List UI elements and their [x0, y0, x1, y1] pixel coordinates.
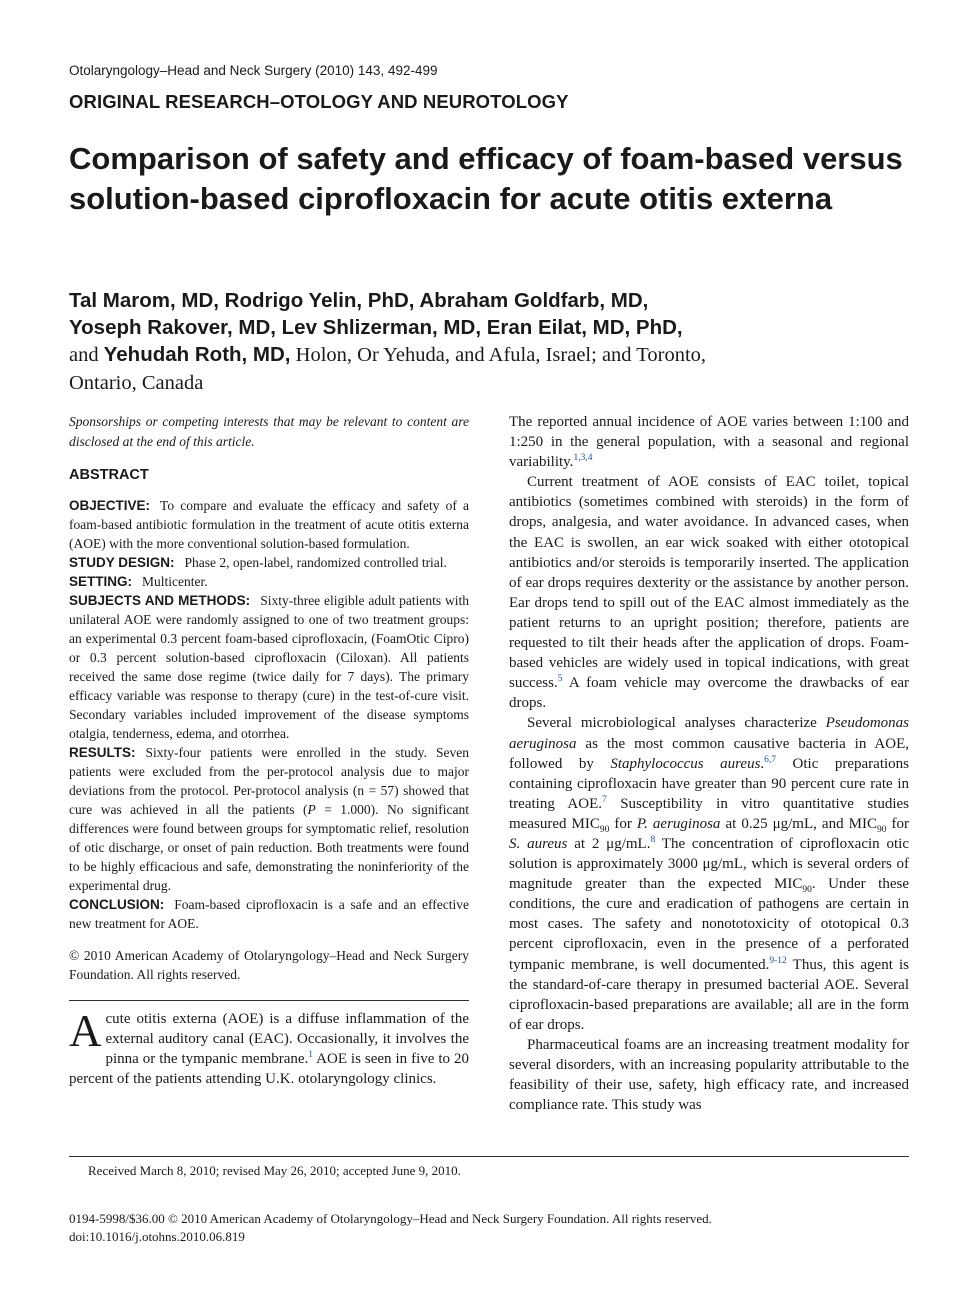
- body-text: Susceptibility in vitro quantitative studies measured MIC: [509, 795, 909, 832]
- abstract-text: Sixty-three eligible adult patients with unilateral AOE were randomly assigned to one of two treatment groups: an experimental 0.3 percent foam-based ciprofloxacin, (FoamOtic Cipro) or 0.3 percent solution-based ciprofloxacin (Ciloxan). All patients received the same dose regime (twice daily for 7 days). The primary efficacy variable was response to therapy (cure) in the test-of-cure visit. Secondary variables included improvement of the disease symptoms otalgia, tenderness, edema, and otorrhea.: [69, 593, 469, 741]
- body-text: Several microbiological analyses characterize: [527, 715, 826, 732]
- subscript: 90: [802, 885, 812, 896]
- body-text: .: [760, 755, 765, 772]
- abstract-text: To compare and evaluate the efficacy and safety of a foam-based antibiotic formulation in the treatment of acute otitis externa (AOE) with the more conventional solution-based formulation.: [69, 498, 469, 551]
- author-list: [69, 287, 919, 397]
- right-column: [509, 412, 909, 1115]
- body-paragraph: [509, 472, 909, 713]
- abstract-label: STUDY DESIGN:: [69, 555, 175, 570]
- citation-ref[interactable]: 9-12: [769, 955, 787, 966]
- received-dates: Received March 8, 2010; revised May 26, 2010; accepted June 9, 2010.: [88, 1163, 461, 1178]
- section-heading: ORIGINAL RESEARCH–OTOLOGY AND NEUROTOLOGY: [69, 91, 569, 112]
- body-text: . Under these conditions, the cure and eradication of pathogens are certain in most cases. The safety and nonototoxicity of ototopical 0.3 percent ciprofloxacin, even in the presence of a perforated tympanic membrane, is well documented.: [509, 876, 909, 973]
- citation-ref[interactable]: 5: [557, 674, 563, 685]
- abstract-setting: [69, 572, 469, 591]
- abstract-design: [69, 553, 469, 572]
- abstract-divider: [69, 1000, 469, 1001]
- abstract-results: [69, 743, 469, 895]
- abstract-text: Multicenter.: [142, 574, 208, 589]
- body-paragraph: [509, 713, 909, 1035]
- author-line: Yoseph Rakover, MD, Lev Shlizerman, MD, Eran Eilat, MD, PhD,: [69, 316, 683, 339]
- abstract-label: SETTING:: [69, 574, 132, 589]
- abstract-label: SUBJECTS AND METHODS:: [69, 593, 251, 608]
- body-text: at 0.25 μg/mL, and MIC: [720, 815, 877, 832]
- body-paragraph: Pharmaceutical foams are an increasing treatment modality for several disorders, with an increasing popularity attributable to the feasibility of their use, safety, high efficacy rate, and increased compliance rate. This study was: [509, 1036, 909, 1114]
- author-line: [69, 341, 919, 370]
- body-text: A foam vehicle may overcome the drawbacks of ear drops.: [509, 675, 909, 712]
- species-name: P. aeruginosa: [636, 815, 721, 832]
- species-name: S. aureus: [509, 835, 568, 852]
- abstract-text: Sixty-four patients were enrolled in the study. Seven patients were excluded from the per-protocol analysis due to major deviations from the protocol. Per-protocol analysis (n = 57) showed that cure was achieved in all the patients (: [69, 745, 469, 817]
- body-text: for: [886, 815, 909, 832]
- body-text: cute otitis externa (AOE) is a diffuse inflammation of the external auditory canal (EAC). Occasionally, it involves the pinna or the tympanic membrane.: [105, 1011, 469, 1068]
- abstract-copyright: © 2010 American Academy of Otolaryngology–Head and Neck Surgery Foundation. All rights reserved.: [69, 948, 469, 982]
- abstract-label: CONCLUSION:: [69, 897, 165, 912]
- abstract-objective: [69, 496, 469, 553]
- citation-ref[interactable]: 6,7: [764, 754, 777, 765]
- issn-line: 0194-5998/$36.00 © 2010 American Academy of Otolaryngology–Head and Neck Surgery Foundation. All rights reserved.: [69, 1211, 712, 1226]
- abstract-text: = 1.000). No significant differences were found between groups for symptomatic relief, resolution of otic discharge, or onset of pain reduction. Both treatments were found to be highly efficacious and safe, demonstrating the noninferiority of the experimental drug.: [69, 802, 469, 893]
- citation-ref[interactable]: 8: [650, 834, 656, 845]
- intro-paragraph: [69, 1006, 469, 1089]
- abstract-label: RESULTS:: [69, 745, 136, 760]
- body-text: as the most common causative bacteria in AOE, followed by: [509, 735, 909, 772]
- body-text: AOE is seen in five to 20 percent of the patients attending U.K. otolaryngology clinics.: [69, 1051, 469, 1088]
- body-text: The reported annual incidence of AOE varies between 1:100 and 1:250 in the general population, with a seasonal and regional variability.: [509, 414, 909, 471]
- species-name: Pseudomonas aeruginosa: [509, 715, 909, 752]
- abstract-conclusion: [69, 895, 469, 933]
- article-title: Comparison of safety and efficacy of foam-based versus solution-based ciprofloxacin for acute otitis externa: [69, 141, 903, 216]
- author-affiliation: Holon, Or Yehuda, and Afula, Israel; and Toronto,: [290, 344, 707, 366]
- abstract-text: Foam-based ciprofloxacin is a safe and an effective new treatment for AOE.: [69, 897, 469, 931]
- abstract-methods: [69, 591, 469, 743]
- doi-link[interactable]: doi:10.1016/j.otohns.2010.06.819: [69, 1229, 245, 1244]
- citation-ref[interactable]: 1: [308, 1050, 314, 1061]
- body-text: Thus, this agent is the standard-of-care therapy in presumed bacterial AOE. Several ciprofloxacin-based preparations are available; all are in the form of ear drops.: [509, 956, 910, 1033]
- abstract-text: P: [307, 802, 316, 817]
- body-text: for: [609, 815, 637, 832]
- sponsorship-note: Sponsorships or competing interests that may be relevant to content are disclosed at the end of this article.: [69, 414, 469, 449]
- journal-citation: Otolaryngology–Head and Neck Surgery (2010) 143, 492-499: [69, 63, 438, 78]
- abstract-text: Phase 2, open-label, randomized controlled trial.: [184, 555, 447, 570]
- author-name: Yehudah Roth, MD,: [103, 343, 291, 366]
- subscript: 90: [876, 824, 887, 835]
- subscript: 90: [599, 824, 610, 835]
- author-line: Tal Marom, MD, Rodrigo Yelin, PhD, Abraham Goldfarb, MD,: [69, 289, 649, 312]
- left-column: [69, 412, 469, 1089]
- drop-cap: A: [69, 1006, 102, 1056]
- footnote-divider: [69, 1156, 909, 1157]
- citation-ref[interactable]: 7: [602, 794, 607, 805]
- author-affiliation: Ontario, Canada: [69, 372, 204, 394]
- abstract-heading: ABSTRACT: [69, 467, 149, 483]
- intro-paragraph: [509, 412, 909, 472]
- body-text: at 2 μg/mL.: [567, 835, 651, 852]
- body-text: The concentration of ciprofloxacin otic solution is approximately 3000 μg/mL, which is several orders of magnitude greater than the expected MIC: [509, 835, 909, 893]
- body-text: Current treatment of AOE consists of EAC toilet, topical antibiotics (sometimes combined with steroids) in the form of drops, analgesia, and water avoidance. In advanced cases, when the EAC is swollen, an ear wick soaked with either ototopical antibiotics and/or steroids is temporarily inserted. The application of ear drops requires dexterity or the assistance by another person. Ear drops tend to spill out of the EAC almost immediately as the patient returns to an upright position; therefore, patients are requested to tilt their heads after the application of drops. Foam-based vehicles are widely used in topical indications, with great success.: [509, 474, 909, 692]
- author-conjunction: and: [69, 344, 104, 366]
- species-name: Staphylococcus aureus: [610, 755, 761, 772]
- body-text: Otic preparations containing ciprofloxacin have greater than 90 percent cure rate in treating AOE.: [509, 755, 909, 812]
- abstract-label: OBJECTIVE:: [69, 498, 151, 513]
- citation-ref[interactable]: 1,3,4: [573, 453, 593, 464]
